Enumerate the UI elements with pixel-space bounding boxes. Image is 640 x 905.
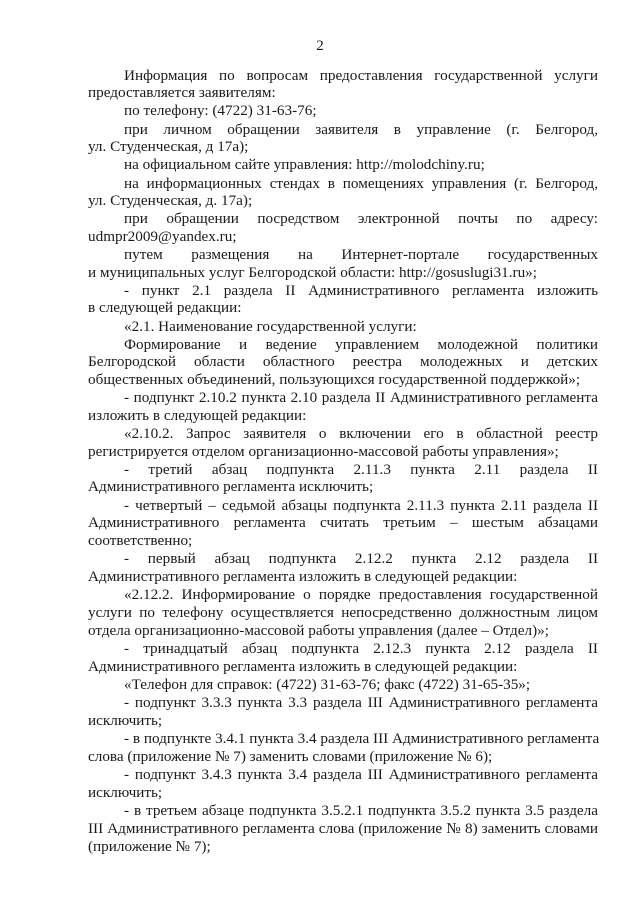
text-line: путем размещения на Интернет-портале государственных: [124, 246, 598, 263]
text-line: udmpr2009@yandex.ru;: [88, 228, 237, 245]
text-line: слова (приложение № 7) заменить словами (приложение № 6);: [88, 748, 493, 765]
text-line: предоставляется заявителям:: [88, 84, 276, 101]
text-line: (приложение № 7);: [88, 838, 211, 855]
text-line: на информационных стендах в помещениях управления (г. Белгород,: [124, 175, 598, 192]
text-line: - подпункт 3.4.3 пункта 3.4 раздела III Административного регламента: [124, 766, 598, 783]
text-line: по телефону: (4722) 31-63-76;: [124, 102, 317, 119]
text-line: «2.1. Наименование государственной услуги:: [124, 318, 417, 335]
text-line: Формирование и ведение управлением молодежной политики: [124, 336, 598, 353]
text-line: Административного регламента изложить в следующей редакции:: [88, 568, 518, 585]
text-line: «Телефон для справок: (4722) 31-63-76; факс (4722) 31-65-35»;: [124, 676, 531, 693]
text-line: «2.12.2. Информирование о порядке предоставления государственной: [124, 586, 598, 603]
text-line: - тринадцатый абзац подпункта 2.12.3 пункта 2.12 раздела II: [124, 640, 598, 657]
page-number: 2: [316, 38, 324, 54]
text-line: при обращении посредством электронной почты по адресу:: [124, 210, 598, 227]
text-line: Административного регламента считать третьим – шестым абзацами: [88, 514, 598, 531]
text-line: регистрируется отделом организационно-массовой работы управления»;: [88, 443, 559, 460]
text-line: соответственно;: [88, 532, 193, 549]
text-line: общественных объединений, пользующихся государственной поддержкой»;: [88, 371, 581, 388]
text-line: - пункт 2.1 раздела II Административного регламента изложить: [124, 282, 598, 299]
text-line: в следующей редакции:: [88, 299, 242, 316]
text-line: отдела организационно-массовой работы управления (далее – Отдел)»;: [88, 622, 549, 639]
text-line: исключить;: [88, 712, 163, 729]
text-line: Белгородской области областного реестра молодежных и детских: [88, 353, 598, 370]
text-line: Информация по вопросам предоставления государственной услуги: [124, 67, 598, 84]
text-line: - подпункт 2.10.2 пункта 2.10 раздела II Административного регламента: [124, 389, 598, 406]
text-line: - в третьем абзаце подпункта 3.5.2.1 подпункта 3.5.2 пункта 3.5 раздела: [124, 802, 598, 819]
text-line: и муниципальных услуг Белгородской области: http://gosuslugi31.ru»;: [88, 264, 537, 281]
text-line: - первый абзац подпункта 2.12.2 пункта 2.12 раздела II: [124, 550, 598, 567]
text-line: при личном обращении заявителя в управление (г. Белгород,: [124, 121, 598, 138]
text-line: изложить в следующей редакции:: [88, 407, 307, 424]
text-line: ул. Студенческая, д 17а);: [88, 138, 249, 155]
text-line: услуги по телефону осуществляется непосредственно должностным лицом: [88, 604, 598, 621]
text-line: - четвертый – седьмой абзацы подпункта 2.11.3 пункта 2.11 раздела II: [124, 497, 598, 514]
text-line: Административного регламента исключить;: [88, 478, 374, 495]
text-line: - подпункт 3.3.3 пункта 3.3 раздела III Административного регламента: [124, 694, 598, 711]
text-line: на официальном сайте управления: http://molodchiny.ru;: [124, 156, 485, 173]
text-line: ул. Студенческая, д. 17а);: [88, 192, 253, 209]
text-line: исключить;: [88, 784, 163, 801]
text-line: «2.10.2. Запрос заявителя о включении его в областной реестр: [124, 425, 598, 442]
text-line: Административного регламента изложить в следующей редакции:: [88, 658, 518, 675]
text-line: - в подпункте 3.4.1 пункта 3.4 раздела III Административного регламента: [124, 730, 600, 747]
text-line: - третий абзац подпункта 2.11.3 пункта 2.11 раздела II: [124, 461, 598, 478]
text-line: III Административного регламента слова (приложение № 8) заменить словами: [88, 820, 598, 837]
